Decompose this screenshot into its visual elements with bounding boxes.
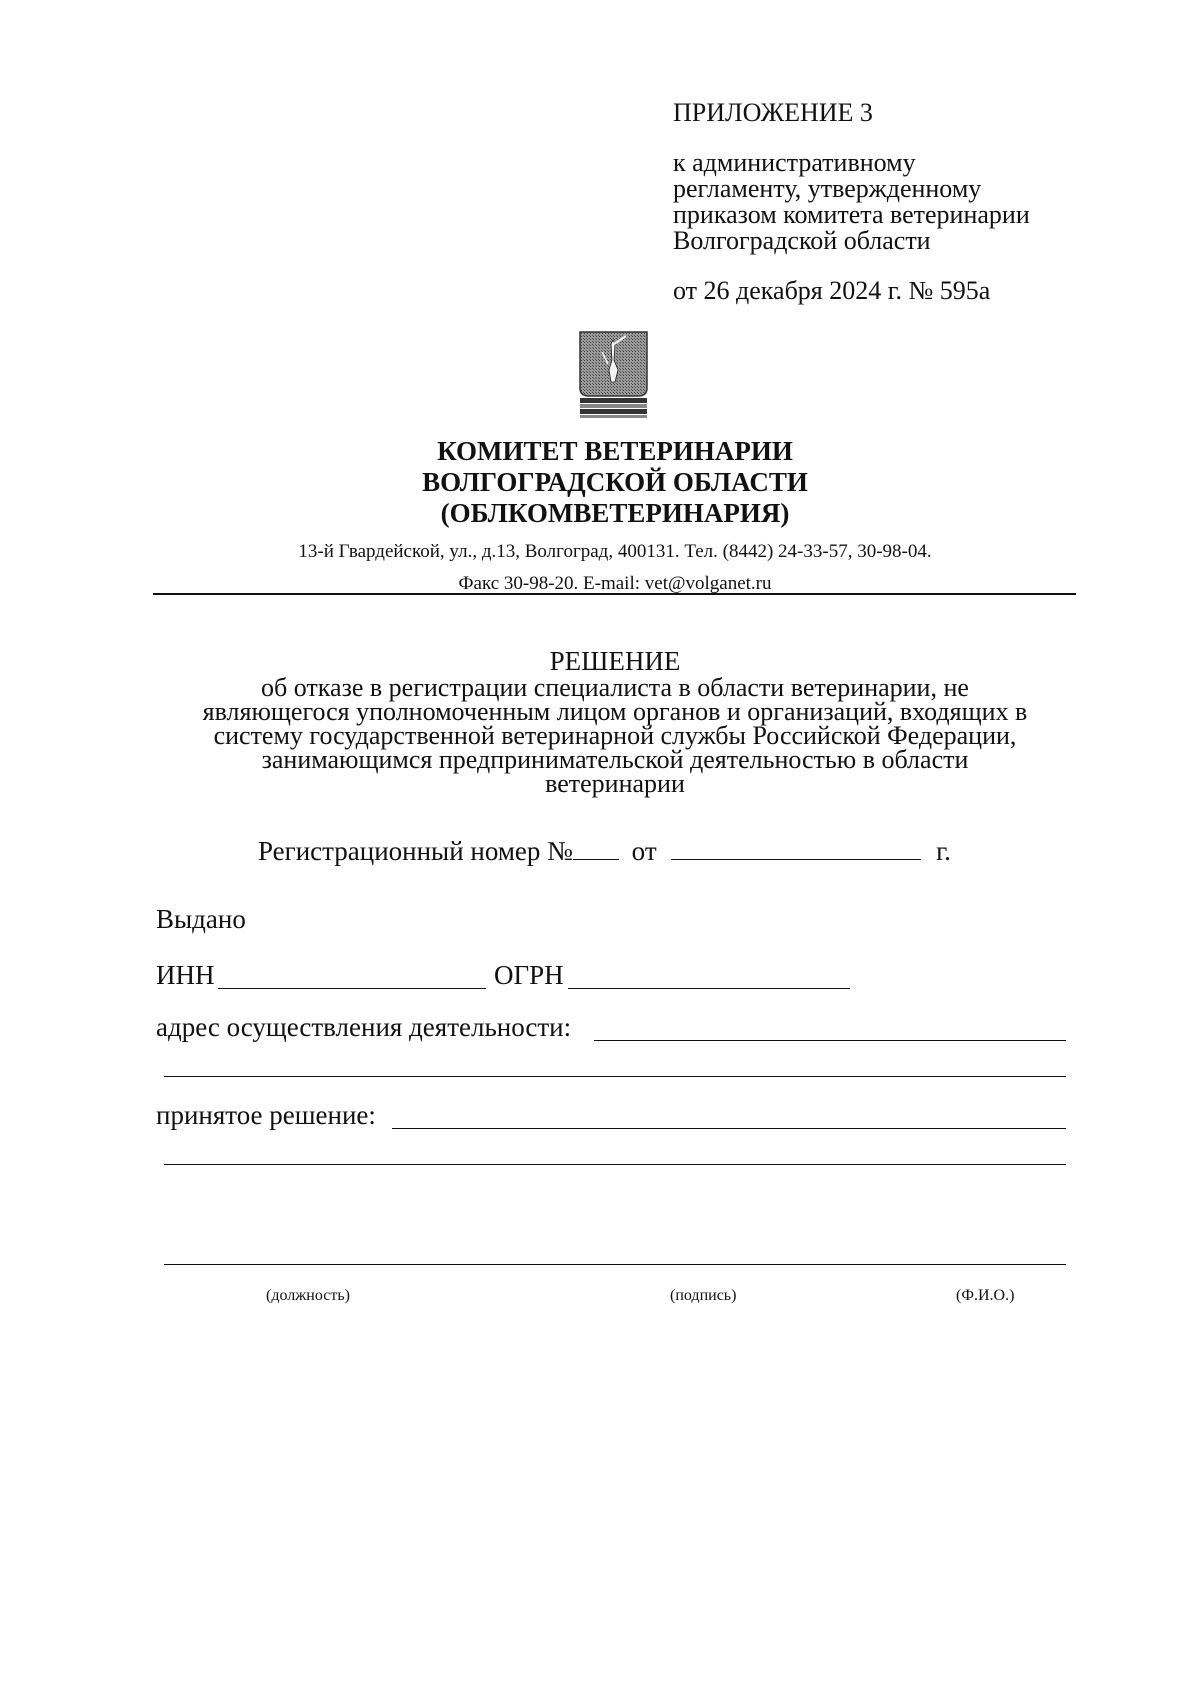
registration-number-blank[interactable] [573,839,619,860]
registration-line [258,836,951,867]
header-divider [153,593,1076,595]
registration-year-suffix: г. [936,836,951,866]
activity-address-field-continued[interactable] [164,1076,1066,1077]
decision-title: РЕШЕНИЕ [549,646,681,676]
organization-address: 13-й Гвардейской, ул., д.13, Волгоград, 400131. Тел. (8442) 24-33-57, 30-98-04. [298,541,932,562]
activity-address-field[interactable] [594,1040,1066,1041]
appendix-basis-line: Волгоградской области [673,226,931,255]
organization-fax-email: Факс 30-98-20. E-mail: vet@volganet.ru [458,573,772,594]
ogrn-label: ОГРН [494,960,564,990]
position-caption: (должность) [266,1287,350,1304]
decision-subtitle-line: об отказе в регистрации специалиста в области ветеринарии, не [261,673,969,702]
decision-subtitle-line: систему государственной ветеринарной службы Российской Федерации, [213,721,1017,750]
decision-subtitle-line: ветеринарии [545,769,685,798]
decision-heading [150,646,1080,796]
appendix-title: ПРИЛОЖЕНИЕ 3 [673,98,873,127]
organization-name-line: ВОЛГОГРАДСКОЙ ОБЛАСТИ [422,467,808,497]
full-name-caption: (Ф.И.О.) [956,1287,1015,1304]
appendix-basis-line: к административному [673,148,916,177]
ogrn-field[interactable] [568,988,850,989]
decision-made-label: принятое решение: [156,1100,376,1130]
registration-date-blank[interactable] [671,839,921,860]
inn-field[interactable] [218,988,486,989]
decision-made-field-continued[interactable] [164,1164,1066,1165]
organization-name-line: КОМИТЕТ ВЕТЕРИНАРИИ [437,436,793,466]
volgograd-coat-of-arms-icon [578,330,649,420]
activity-address-label: адрес осуществления деятельности: [156,1012,572,1042]
registration-from-label: от [631,836,657,866]
issued-label: Выдано [156,904,246,934]
signature-line[interactable] [164,1264,1066,1265]
decision-subtitle [150,673,1080,798]
registration-number-label: Регистрационный номер № [258,836,573,866]
appendix-order-date: от 26 декабря 2024 г. № 595а [673,276,991,305]
decision-subtitle-line: являющегося уполномоченным лицом органов и организаций, входящих в [202,697,1028,726]
decision-subtitle-line: занимающимся предпринимательской деятельностью в области [261,745,969,774]
appendix-basis-line: регламенту, утвержденному [673,174,982,203]
inn-label: ИНН [156,960,215,990]
signature-caption: (подпись) [670,1287,737,1304]
organization-name-line: (ОБЛКОМВЕТЕРИНАРИЯ) [440,498,790,528]
decision-made-field[interactable] [392,1128,1066,1129]
appendix-block [673,100,1113,304]
organization-header [150,436,1080,595]
appendix-basis [673,150,1113,254]
appendix-basis-line: приказом комитета ветеринарии [673,200,1030,229]
organization-name [150,436,1080,529]
